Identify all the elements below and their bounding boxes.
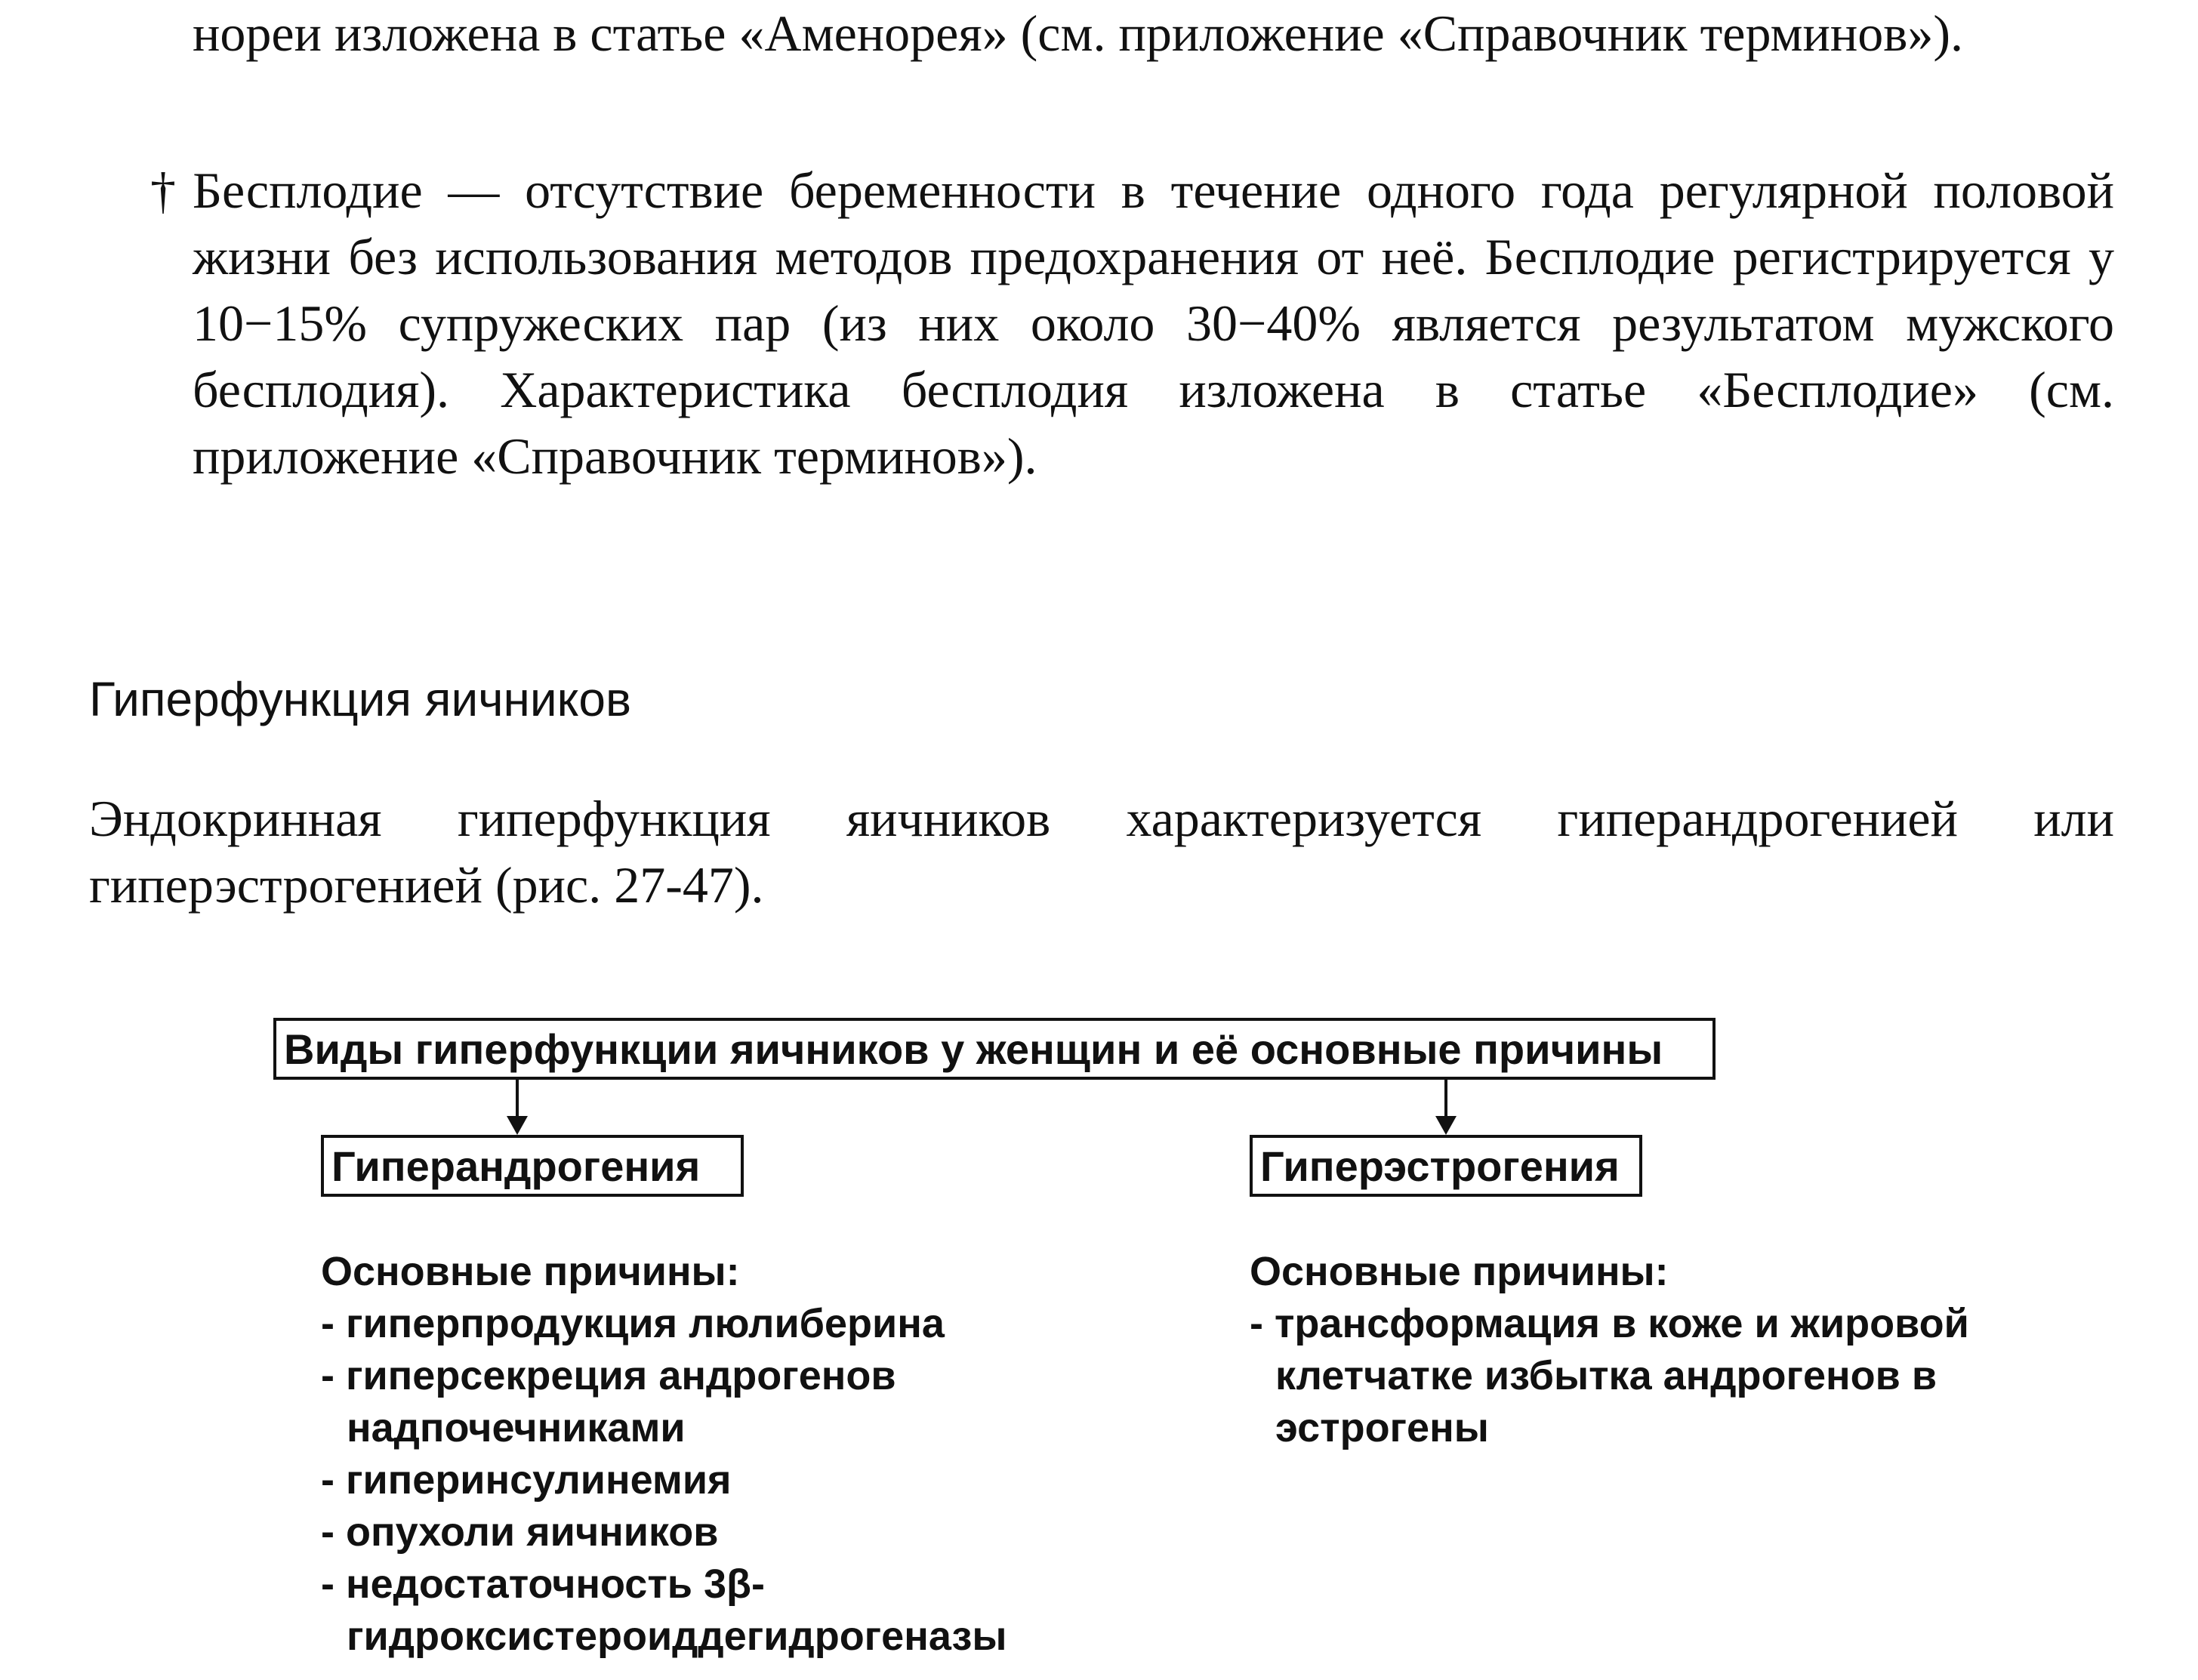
causes-label: Основные причины: (321, 1249, 740, 1294)
arrowhead-hyperandrogeny (507, 1116, 528, 1135)
cause-item: - опухоли яичников (321, 1509, 719, 1555)
paragraph-infertility-text: Бесплодие — отсутствие беременности в течение одного года регулярной половой жизни без использования методов предохранения от неё. Бесплодие регистрируется у 10−15% супружеских пар (из них около 30−40% является результатом мужского бесплодия). Характеристика бесплодия изложена в статье «Бесплодие» (см. приложение «Справочник терминов»). (193, 162, 2114, 485)
cause-item: - недостаточность 3β-гидроксистероиддегидрогеназы (321, 1561, 1007, 1659)
branch-box-hyperandrogeny: Гиперандрогения (321, 1135, 744, 1197)
causes-label: Основные причины: (1250, 1249, 1669, 1294)
paragraph-amenorrhea-tail: нореи изложена в статье «Аменорея» (см. приложение «Справочник терминов»). (193, 5, 1964, 62)
cause-item: - гиперпродукция люлиберина (321, 1301, 945, 1346)
arrowhead-hyperestrogeny (1435, 1116, 1457, 1135)
cause-item: - гиперсекреция андрогенов надпочечниками (321, 1353, 896, 1450)
causes-list-hyperestrogeny (1250, 1246, 2005, 1454)
cause-item: - трансформация в коже и жировой клетчатке избытка андрогенов в эстрогены (1250, 1301, 1969, 1450)
paragraph-infertility (150, 157, 2114, 489)
diagram-root-box: Виды гиперфункции яичников у женщин и её основные причины (273, 1018, 1716, 1080)
paragraph-hyperfunction-intro: Эндокринная гиперфункция яичников характеризуется гиперандрогенией или гиперэстрогенией (рис. 27-47). (89, 790, 2114, 914)
causes-list-hyperandrogeny (321, 1246, 1189, 1663)
section-heading: Гиперфункция яичников (89, 672, 631, 726)
branch-box-hyperestrogeny: Гиперэстрогения (1250, 1135, 1642, 1197)
cause-item: - гиперинсулинемия (321, 1457, 732, 1503)
dagger-marker: † (150, 162, 176, 219)
